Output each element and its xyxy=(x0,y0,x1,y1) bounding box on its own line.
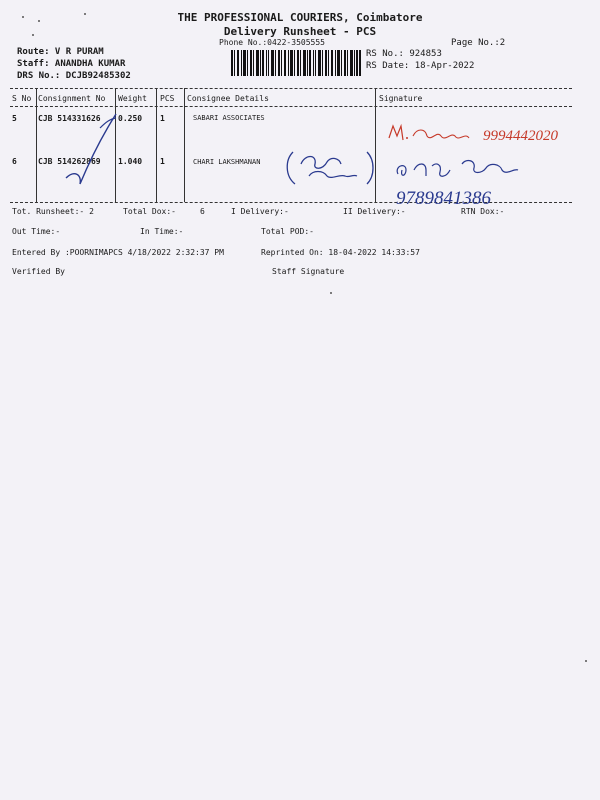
staff-signature: Staff Signature xyxy=(272,267,345,276)
entered-by: Entered By :POORNIMAPCS 4/18/2022 2:32:37 PM xyxy=(12,248,224,257)
total-dox-label: Total Dox:- xyxy=(123,207,176,216)
rtn-dox: RTN Dox:- xyxy=(461,207,505,216)
row-sno: 5 xyxy=(12,114,17,123)
col-header-pcs: PCS xyxy=(160,94,175,103)
out-time: Out Time:- xyxy=(12,227,61,236)
col-header-consignee: Consignee Details xyxy=(187,94,269,103)
table-top-rule xyxy=(10,88,572,89)
in-time: In Time:- xyxy=(140,227,184,236)
col-header-consignment: Consignment No xyxy=(38,94,106,103)
row-consignment: CJB 514331626 xyxy=(38,114,101,123)
consignee-handwriting xyxy=(283,148,379,188)
route: Route: V R PURAM xyxy=(17,47,104,57)
row-weight: 1.040 xyxy=(118,157,143,166)
total-pod: Total POD:- xyxy=(261,227,314,236)
row-consignee: SABARI ASSOCIATES xyxy=(193,114,265,122)
page-number: Page No.:2 xyxy=(451,38,506,48)
rs-date: RS Date: 18-Apr-2022 xyxy=(366,61,475,71)
rs-number: RS No.: 924853 xyxy=(366,49,442,59)
col-header-sno: S No xyxy=(12,94,32,103)
total-runsheet: Tot. Runsheet:- 2 xyxy=(12,207,94,216)
table-header-rule xyxy=(10,106,572,107)
row-sno: 6 xyxy=(12,157,17,166)
staff: Staff: ANANDHA KUMAR xyxy=(17,59,126,69)
verified-by: Verified By xyxy=(12,267,65,276)
row-weight: 0.250 xyxy=(118,114,143,123)
row-pcs: 1 xyxy=(160,114,165,123)
row-consignee: CHARI LAKSHMANAN xyxy=(193,158,261,166)
document-title: Delivery Runsheet - PCS xyxy=(223,25,377,38)
signature-row1 xyxy=(385,118,585,150)
row-pcs: 1 xyxy=(160,157,165,166)
company-name: THE PROFESSIONAL COURIERS, Coimbatore xyxy=(177,11,423,24)
col-header-signature: Signature xyxy=(379,94,423,103)
reprinted-on: Reprinted On: 18-04-2022 14:33:57 xyxy=(261,248,420,257)
col-divider xyxy=(184,88,185,202)
col-divider xyxy=(36,88,37,202)
col-header-weight: Weight xyxy=(118,94,147,103)
total-dox-value: 6 xyxy=(200,207,205,216)
col-divider xyxy=(156,88,157,202)
pen-tick-mark xyxy=(60,110,120,190)
signature-row2 xyxy=(392,156,562,212)
signature-phone-1: 9994442020 xyxy=(483,128,558,144)
row-consignment: CJB 514262869 xyxy=(38,157,101,166)
signature-phone-2: 9789841386 xyxy=(396,188,491,209)
drs-number: DRS No.: DCJB92485302 xyxy=(17,71,131,81)
ii-delivery: II Delivery:- xyxy=(343,207,406,216)
barcode xyxy=(231,50,361,76)
phone-number: Phone No.:0422-3505555 xyxy=(219,38,325,47)
i-delivery: I Delivery:- xyxy=(231,207,289,216)
